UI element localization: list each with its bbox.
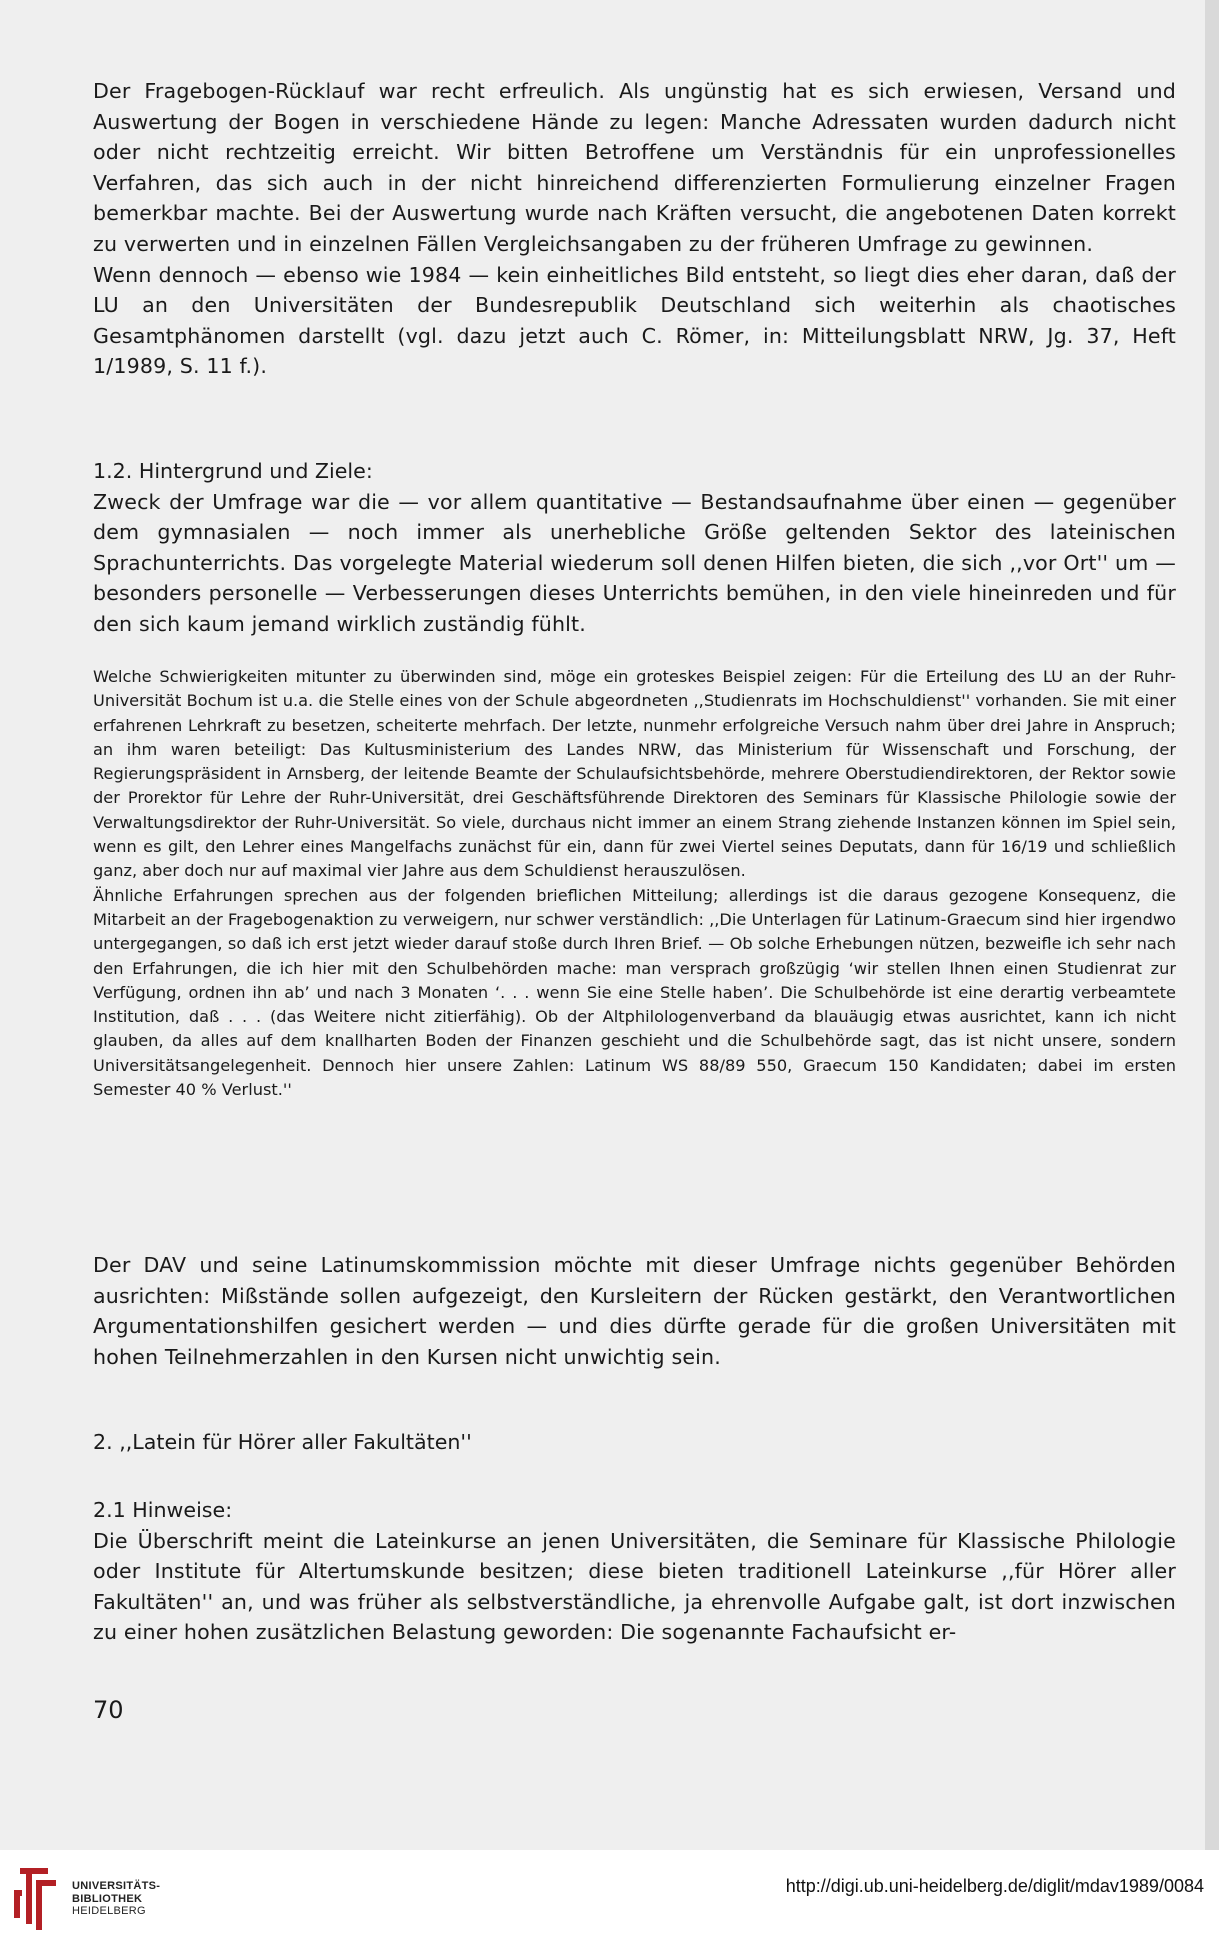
section-2 [93, 1427, 1176, 1458]
paragraph-wenn-dennoch: Wenn dennoch — ebenso wie 1984 — kein einheitliches Bild entsteht, so liegt dies eher daran, daß der LU an den Universitäten der Bundesrepublik Deutschland sich weiterhin als chaotisches Gesamtphänomen darstellt (vgl. dazu jetzt auch C. Römer, in: Mitteilungsblatt NRW, Jg. 37, Heft 1/1989, S. 11 f.). [93, 262, 1176, 379]
source-url-link[interactable]: http://digi.ub.uni-heidelberg.de/diglit/mdav1989/0084 [785, 1876, 1204, 1896]
footnote-block [93, 665, 1176, 1102]
page-edge [1205, 0, 1219, 1850]
library-name [72, 1880, 160, 1918]
small-paragraph-erfahrungen: Ähnliche Erfahrungen sprechen aus der folgenden brieflichen Mitteilung; allerdings ist die daraus gezogene Konsequenz, die Mitarbeit an der Fragebogenaktion zu verweigern, nur schwer verständlich: ,,Die Unterlagen für Latinum-Graecum sind hier irgendwo untergegangen, so daß ich erst jetzt wieder darauf stoße durch Ihren Brief. — Ob solche Erhebungen nützen, bezweifle ich sehr nach den Erfahrungen, die ich hier mit den Schulbehörden mache: man versprach großzügig ‘wir stellen Ihnen einen Studienrat zur Verfügung, ordnen ihn ab’ und nach 3 Monaten ‘. . . wenn Sie eine Stelle haben’. Die Schulbehörde ist eine derartig verbeamtete Institution, daß . . . (das Weitere nicht zitierfähig). Ob der Altphilologenverband da blauäugig etwas ausrichtet, kann ich nicht glauben, da alles auf dem knallharten Boden der Finanzen geschieht und die Schulbehörde sagt, das ist nicht unsere, sondern Universitätsangelegenheit. Dennoch hier unsere Zahlen: Latinum WS 88/89 550, Graecum 150 Kandidaten; dabei im ersten Semester 40 % Verlust.'' [93, 885, 1176, 1100]
library-name-line-1: UNIVERSITÄTS- [72, 1880, 161, 1892]
heading-latein: 2. ,,Latein für Hörer aller Fakultäten'' [93, 1430, 472, 1454]
paragraph-ueberschrift: Die Überschrift meint die Lateinkurse an jenen Universitäten, die Seminare für Klassische Philologie oder Institute für Altertumskunde besitzen; diese bieten traditionell Lateinkurse ,,für Hörer aller Fakultäten'' an, und was früher als selbstverständliche, ja ehrenvolle Aufgabe galt, ist dort inzwischen zu einer hohen zusätzlichen Belastung geworden: Die sogenannte Fachaufsicht er- [93, 1528, 1176, 1645]
paragraph-dav: Der DAV und seine Latinumskommission möchte mit dieser Umfrage nichts gegenüber Behörden ausrichten: Mißstände sollen aufgezeigt, den Kursleitern der Rücken gestärkt, den Verantwortlichen Argumentationshilfen gesichert werden — und dies dürfte gerade für die großen Universitäten mit hohen Teilnehmerzahlen in den Kursen nicht unwichtig sein. [93, 1253, 1176, 1369]
footer-bar [0, 1850, 1219, 1940]
small-paragraph-bochum: Welche Schwierigkeiten mitunter zu überwinden sind, möge ein groteskes Beispiel zeigen: Für die Erteilung des LU an der Ruhr-Universität Bochum ist u.a. die Stelle eines von der Schule abgeordneten ,,Studienrats im Hochschuldienst'' vorhanden. Sie mit einer erfahrenen Lehrkraft zu besetzen, scheiterte mehrfach. Der letzte, nunmehr erfolgreiche Versuch nahm über drei Jahre in Anspruch; an ihm waren beteiligt: Das Kultusministerium des Landes NRW, das Ministerium für Wissenschaft und Forschung, der Regierungspräsident in Arnsberg, der leitende Beamte der Schulaufsichtsbehörde, mehrere Oberstudiendirektoren, der Rektor sowie der Prorektor für Lehre der Ruhr-Universität, drei Geschäftsführende Direktoren des Seminars für Klassische Philologie sowie der Verwaltungsdirektor der Ruhr-Universität. So viele, durchaus nicht immer an einem Strang ziehende Instanzen können im Spiel sein, wenn es gilt, den Lehrer eines Mangelfachs zunächst für ein, dann für zwei Viertel seines Deputats, dann für 16/19 und schließlich ganz, aber doch nur auf maximal vier Jahre aus dem Schuldienst herauszulösen. [93, 667, 1176, 881]
page-number: 70 [93, 1696, 124, 1724]
heading-hinweise: 2.1 Hinweise: [93, 1498, 233, 1522]
library-logo-icon [12, 1860, 64, 1932]
section-1-2 [93, 456, 1176, 640]
dav-text [93, 1250, 1176, 1372]
section-2-1 [93, 1495, 1176, 1648]
library-name-line-2: BIBLIOTHEK [72, 1892, 143, 1905]
paragraph-zweck: Zweck der Umfrage war die — vor allem quantitative — Bestandsaufnahme über einen — gegenüber dem gymnasialen — noch immer als unerhebliche Größe geltenden Sektor des lateinischen Sprachunterrichts. Das vorgelegte Material wiederum soll denen Hilfen bieten, die sich ,,vor Ort'' um — besonders personelle — Verbesserungen dieses Unterrichts bemühen, in den viele hineinreden und für den sich kaum jemand wirklich zuständig fühlt. [93, 489, 1176, 636]
heading-hintergrund: 1.2. Hintergrund und Ziele: [93, 459, 373, 483]
library-name-line-3: HEIDELBERG [72, 1905, 146, 1917]
paragraph-ruecklauf: Der Fragebogen-Rücklauf war recht erfreulich. Als ungünstig hat es sich erwiesen, Versand und Auswertung der Bogen in verschiedene Hände zu legen: Manche Adressaten wurden dadurch nicht oder nicht rechtzeitig erreicht. Wir bitten Betroffene um Verständnis für ein unprofessionelles Verfahren, das sich auch in der nicht hinreichend differenzierten Formulierung einzelner Fragen bemerkbar machte. Bei der Auswertung wurde nach Kräften versucht, die angebotenen Daten korrekt zu verwerten und in einzelnen Fällen Vergleichsangaben zu der früheren Umfrage zu gewinnen. [93, 79, 1176, 256]
intro-text [93, 76, 1176, 382]
